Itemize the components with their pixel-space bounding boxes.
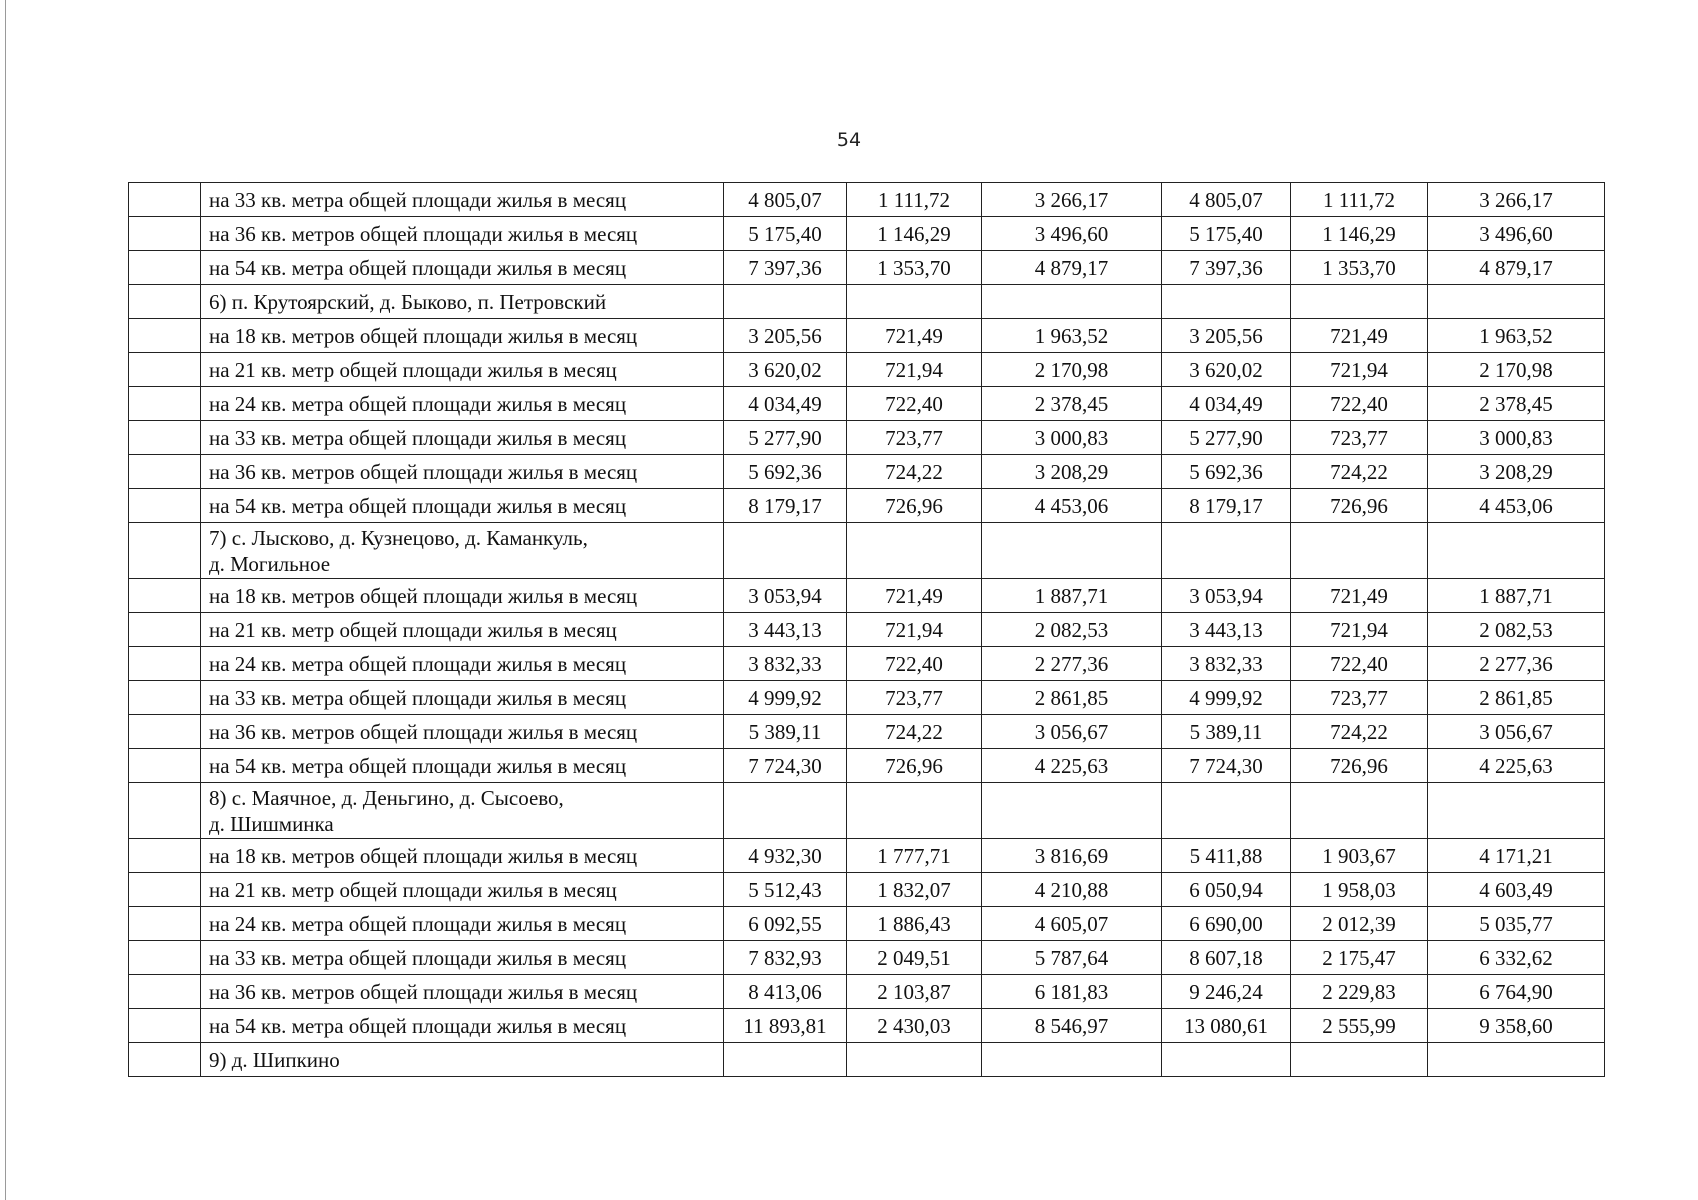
row-number-cell bbox=[129, 319, 201, 353]
table-row bbox=[129, 251, 1605, 285]
value-cell: 2 430,03 bbox=[847, 1009, 982, 1043]
value-cell: 5 692,36 bbox=[1162, 455, 1291, 489]
page-left-edge bbox=[5, 0, 6, 1200]
row-label: на 21 кв. метр общей площади жилья в месяц bbox=[201, 873, 724, 907]
value-cell: 1 777,71 bbox=[847, 839, 982, 873]
value-cell: 721,49 bbox=[1291, 579, 1428, 613]
value-cell: 726,96 bbox=[847, 749, 982, 783]
table-row bbox=[129, 907, 1605, 941]
value-cell: 5 787,64 bbox=[982, 941, 1162, 975]
row-label: на 54 кв. метра общей площади жилья в месяц bbox=[201, 251, 724, 285]
row-number-cell bbox=[129, 387, 201, 421]
value-cell: 4 034,49 bbox=[724, 387, 847, 421]
section-header-row bbox=[129, 285, 1605, 319]
value-cell: 6 050,94 bbox=[1162, 873, 1291, 907]
row-number-cell bbox=[129, 907, 201, 941]
empty-cell bbox=[847, 1043, 982, 1077]
value-cell: 11 893,81 bbox=[724, 1009, 847, 1043]
value-cell: 721,94 bbox=[1291, 613, 1428, 647]
value-cell: 3 053,94 bbox=[1162, 579, 1291, 613]
value-cell: 1 887,71 bbox=[1428, 579, 1605, 613]
row-number-cell bbox=[129, 749, 201, 783]
row-number-cell bbox=[129, 1043, 201, 1077]
value-cell: 2 277,36 bbox=[1428, 647, 1605, 681]
empty-cell bbox=[982, 783, 1162, 839]
page-number: 54 bbox=[836, 129, 862, 151]
value-cell: 4 453,06 bbox=[982, 489, 1162, 523]
row-number-cell bbox=[129, 975, 201, 1009]
table-row bbox=[129, 873, 1605, 907]
table-row bbox=[129, 183, 1605, 217]
table-row bbox=[129, 839, 1605, 873]
table-row bbox=[129, 941, 1605, 975]
row-label: на 33 кв. метра общей площади жилья в месяц bbox=[201, 421, 724, 455]
empty-cell bbox=[1428, 1043, 1605, 1077]
value-cell: 1 963,52 bbox=[1428, 319, 1605, 353]
row-label: на 24 кв. метра общей площади жилья в месяц bbox=[201, 387, 724, 421]
table-row bbox=[129, 489, 1605, 523]
value-cell: 13 080,61 bbox=[1162, 1009, 1291, 1043]
value-cell: 7 832,93 bbox=[724, 941, 847, 975]
empty-cell bbox=[1291, 523, 1428, 579]
value-cell: 2 012,39 bbox=[1291, 907, 1428, 941]
value-cell: 721,94 bbox=[847, 353, 982, 387]
empty-cell bbox=[1162, 285, 1291, 319]
row-number-cell bbox=[129, 783, 201, 839]
table-row bbox=[129, 1009, 1605, 1043]
empty-cell bbox=[1162, 783, 1291, 839]
value-cell: 721,94 bbox=[847, 613, 982, 647]
table-row bbox=[129, 749, 1605, 783]
value-cell: 3 816,69 bbox=[982, 839, 1162, 873]
value-cell: 5 175,40 bbox=[1162, 217, 1291, 251]
section-title-line: 8) с. Маячное, д. Деньгино, д. Сысоево, bbox=[209, 785, 564, 810]
value-cell: 721,94 bbox=[1291, 353, 1428, 387]
row-number-cell bbox=[129, 681, 201, 715]
row-number-cell bbox=[129, 285, 201, 319]
row-label: на 21 кв. метр общей площади жилья в месяц bbox=[201, 353, 724, 387]
value-cell: 722,40 bbox=[1291, 387, 1428, 421]
row-label: на 36 кв. метров общей площади жилья в месяц bbox=[201, 217, 724, 251]
row-number-cell bbox=[129, 353, 201, 387]
row-label: на 18 кв. метров общей площади жилья в месяц bbox=[201, 579, 724, 613]
row-number-cell bbox=[129, 873, 201, 907]
value-cell: 3 000,83 bbox=[1428, 421, 1605, 455]
value-cell: 722,40 bbox=[1291, 647, 1428, 681]
value-cell: 1 146,29 bbox=[1291, 217, 1428, 251]
value-cell: 5 277,90 bbox=[1162, 421, 1291, 455]
value-cell: 2 378,45 bbox=[982, 387, 1162, 421]
empty-cell bbox=[1428, 523, 1605, 579]
value-cell: 5 692,36 bbox=[724, 455, 847, 489]
row-label: на 24 кв. метра общей площади жилья в месяц bbox=[201, 647, 724, 681]
table-row bbox=[129, 387, 1605, 421]
value-cell: 724,22 bbox=[847, 455, 982, 489]
value-cell: 3 496,60 bbox=[1428, 217, 1605, 251]
value-cell: 2 082,53 bbox=[1428, 613, 1605, 647]
row-number-cell bbox=[129, 183, 201, 217]
value-cell: 721,49 bbox=[847, 319, 982, 353]
section-title-line: д. Шишминка bbox=[209, 811, 334, 836]
value-cell: 4 603,49 bbox=[1428, 873, 1605, 907]
value-cell: 3 443,13 bbox=[1162, 613, 1291, 647]
section-header-row bbox=[129, 783, 1605, 839]
row-label: на 36 кв. метров общей площади жилья в месяц bbox=[201, 715, 724, 749]
empty-cell bbox=[982, 523, 1162, 579]
value-cell: 5 175,40 bbox=[724, 217, 847, 251]
row-number-cell bbox=[129, 523, 201, 579]
value-cell: 5 389,11 bbox=[1162, 715, 1291, 749]
value-cell: 2 170,98 bbox=[1428, 353, 1605, 387]
empty-cell bbox=[847, 523, 982, 579]
empty-cell bbox=[847, 783, 982, 839]
value-cell: 2 049,51 bbox=[847, 941, 982, 975]
value-cell: 5 035,77 bbox=[1428, 907, 1605, 941]
value-cell: 6 181,83 bbox=[982, 975, 1162, 1009]
empty-cell bbox=[982, 285, 1162, 319]
value-cell: 4 805,07 bbox=[724, 183, 847, 217]
value-cell: 3 000,83 bbox=[982, 421, 1162, 455]
table-row bbox=[129, 579, 1605, 613]
empty-cell bbox=[724, 523, 847, 579]
section-title bbox=[201, 783, 724, 839]
value-cell: 722,40 bbox=[847, 387, 982, 421]
value-cell: 9 358,60 bbox=[1428, 1009, 1605, 1043]
value-cell: 2 082,53 bbox=[982, 613, 1162, 647]
value-cell: 8 546,97 bbox=[982, 1009, 1162, 1043]
value-cell: 724,22 bbox=[847, 715, 982, 749]
table-row bbox=[129, 647, 1605, 681]
table-row bbox=[129, 613, 1605, 647]
row-label: на 33 кв. метра общей площади жилья в месяц bbox=[201, 941, 724, 975]
section-title bbox=[201, 285, 724, 319]
value-cell: 1 111,72 bbox=[1291, 183, 1428, 217]
tariff-table bbox=[128, 182, 1605, 1077]
empty-cell bbox=[724, 285, 847, 319]
value-cell: 5 277,90 bbox=[724, 421, 847, 455]
empty-cell bbox=[1291, 783, 1428, 839]
table-row bbox=[129, 319, 1605, 353]
row-label: на 24 кв. метра общей площади жилья в месяц bbox=[201, 907, 724, 941]
value-cell: 7 397,36 bbox=[1162, 251, 1291, 285]
value-cell: 3 832,33 bbox=[724, 647, 847, 681]
value-cell: 3 208,29 bbox=[1428, 455, 1605, 489]
value-cell: 724,22 bbox=[1291, 715, 1428, 749]
value-cell: 4 605,07 bbox=[982, 907, 1162, 941]
table-row bbox=[129, 715, 1605, 749]
value-cell: 3 056,67 bbox=[1428, 715, 1605, 749]
value-cell: 3 053,94 bbox=[724, 579, 847, 613]
row-number-cell bbox=[129, 579, 201, 613]
row-number-cell bbox=[129, 647, 201, 681]
value-cell: 6 092,55 bbox=[724, 907, 847, 941]
value-cell: 3 205,56 bbox=[724, 319, 847, 353]
value-cell: 1 963,52 bbox=[982, 319, 1162, 353]
empty-cell bbox=[1162, 523, 1291, 579]
value-cell: 723,77 bbox=[1291, 681, 1428, 715]
row-number-cell bbox=[129, 941, 201, 975]
value-cell: 7 724,30 bbox=[1162, 749, 1291, 783]
value-cell: 4 999,92 bbox=[1162, 681, 1291, 715]
empty-cell bbox=[982, 1043, 1162, 1077]
table-row bbox=[129, 217, 1605, 251]
row-number-cell bbox=[129, 489, 201, 523]
section-title bbox=[201, 523, 724, 579]
value-cell: 6 764,90 bbox=[1428, 975, 1605, 1009]
value-cell: 1 353,70 bbox=[1291, 251, 1428, 285]
value-cell: 1 111,72 bbox=[847, 183, 982, 217]
value-cell: 726,96 bbox=[847, 489, 982, 523]
value-cell: 4 453,06 bbox=[1428, 489, 1605, 523]
value-cell: 4 879,17 bbox=[982, 251, 1162, 285]
row-label: на 36 кв. метров общей площади жилья в месяц bbox=[201, 975, 724, 1009]
row-label: на 36 кв. метров общей площади жилья в месяц bbox=[201, 455, 724, 489]
value-cell: 2 229,83 bbox=[1291, 975, 1428, 1009]
value-cell: 723,77 bbox=[847, 421, 982, 455]
row-label: на 33 кв. метра общей площади жилья в месяц bbox=[201, 681, 724, 715]
section-title-line: 6) п. Крутоярский, д. Быково, п. Петровский bbox=[209, 289, 607, 314]
table-row bbox=[129, 975, 1605, 1009]
value-cell: 8 179,17 bbox=[724, 489, 847, 523]
empty-cell bbox=[847, 285, 982, 319]
value-cell: 2 277,36 bbox=[982, 647, 1162, 681]
empty-cell bbox=[1162, 1043, 1291, 1077]
value-cell: 2 103,87 bbox=[847, 975, 982, 1009]
row-label: на 21 кв. метр общей площади жилья в месяц bbox=[201, 613, 724, 647]
value-cell: 721,49 bbox=[847, 579, 982, 613]
empty-cell bbox=[1291, 285, 1428, 319]
value-cell: 4 932,30 bbox=[724, 839, 847, 873]
value-cell: 4 225,63 bbox=[982, 749, 1162, 783]
value-cell: 2 861,85 bbox=[1428, 681, 1605, 715]
row-label: на 54 кв. метра общей площади жилья в месяц bbox=[201, 1009, 724, 1043]
value-cell: 3 266,17 bbox=[1428, 183, 1605, 217]
section-title-line: 9) д. Шипкино bbox=[209, 1047, 340, 1072]
value-cell: 722,40 bbox=[847, 647, 982, 681]
row-number-cell bbox=[129, 613, 201, 647]
value-cell: 4 999,92 bbox=[724, 681, 847, 715]
table-row bbox=[129, 681, 1605, 715]
table-row bbox=[129, 353, 1605, 387]
value-cell: 3 056,67 bbox=[982, 715, 1162, 749]
value-cell: 2 175,47 bbox=[1291, 941, 1428, 975]
row-label: на 18 кв. метров общей площади жилья в месяц bbox=[201, 839, 724, 873]
row-label: на 54 кв. метра общей площади жилья в месяц bbox=[201, 489, 724, 523]
value-cell: 721,49 bbox=[1291, 319, 1428, 353]
value-cell: 1 903,67 bbox=[1291, 839, 1428, 873]
table-row bbox=[129, 421, 1605, 455]
value-cell: 724,22 bbox=[1291, 455, 1428, 489]
value-cell: 5 512,43 bbox=[724, 873, 847, 907]
value-cell: 4 210,88 bbox=[982, 873, 1162, 907]
value-cell: 723,77 bbox=[847, 681, 982, 715]
row-number-cell bbox=[129, 251, 201, 285]
value-cell: 8 607,18 bbox=[1162, 941, 1291, 975]
value-cell: 2 861,85 bbox=[982, 681, 1162, 715]
value-cell: 8 413,06 bbox=[724, 975, 847, 1009]
row-number-cell bbox=[129, 455, 201, 489]
value-cell: 5 411,88 bbox=[1162, 839, 1291, 873]
section-title-line: д. Могильное bbox=[209, 551, 331, 576]
value-cell: 2 170,98 bbox=[982, 353, 1162, 387]
value-cell: 4 171,21 bbox=[1428, 839, 1605, 873]
section-title-line: 7) с. Лысково, д. Кузнецово, д. Каманкуль, bbox=[209, 525, 588, 550]
value-cell: 4 034,49 bbox=[1162, 387, 1291, 421]
empty-cell bbox=[1291, 1043, 1428, 1077]
empty-cell bbox=[724, 783, 847, 839]
value-cell: 1 887,71 bbox=[982, 579, 1162, 613]
table-row bbox=[129, 455, 1605, 489]
empty-cell bbox=[724, 1043, 847, 1077]
value-cell: 7 397,36 bbox=[724, 251, 847, 285]
row-label: на 18 кв. метров общей площади жилья в месяц bbox=[201, 319, 724, 353]
row-number-cell bbox=[129, 217, 201, 251]
value-cell: 1 832,07 bbox=[847, 873, 982, 907]
section-header-row bbox=[129, 1043, 1605, 1077]
section-title bbox=[201, 1043, 724, 1077]
tariff-table-body bbox=[129, 183, 1605, 1077]
value-cell: 1 886,43 bbox=[847, 907, 982, 941]
value-cell: 4 225,63 bbox=[1428, 749, 1605, 783]
value-cell: 6 690,00 bbox=[1162, 907, 1291, 941]
value-cell: 5 389,11 bbox=[724, 715, 847, 749]
value-cell: 3 832,33 bbox=[1162, 647, 1291, 681]
value-cell: 1 958,03 bbox=[1291, 873, 1428, 907]
value-cell: 726,96 bbox=[1291, 749, 1428, 783]
value-cell: 8 179,17 bbox=[1162, 489, 1291, 523]
row-number-cell bbox=[129, 421, 201, 455]
value-cell: 7 724,30 bbox=[724, 749, 847, 783]
row-label: на 54 кв. метра общей площади жилья в месяц bbox=[201, 749, 724, 783]
section-header-row bbox=[129, 523, 1605, 579]
value-cell: 2 378,45 bbox=[1428, 387, 1605, 421]
value-cell: 3 496,60 bbox=[982, 217, 1162, 251]
row-label: на 33 кв. метра общей площади жилья в месяц bbox=[201, 183, 724, 217]
value-cell: 3 266,17 bbox=[982, 183, 1162, 217]
value-cell: 4 805,07 bbox=[1162, 183, 1291, 217]
row-number-cell bbox=[129, 715, 201, 749]
value-cell: 3 208,29 bbox=[982, 455, 1162, 489]
value-cell: 723,77 bbox=[1291, 421, 1428, 455]
value-cell: 3 620,02 bbox=[724, 353, 847, 387]
value-cell: 9 246,24 bbox=[1162, 975, 1291, 1009]
value-cell: 4 879,17 bbox=[1428, 251, 1605, 285]
value-cell: 3 205,56 bbox=[1162, 319, 1291, 353]
value-cell: 2 555,99 bbox=[1291, 1009, 1428, 1043]
value-cell: 6 332,62 bbox=[1428, 941, 1605, 975]
value-cell: 1 353,70 bbox=[847, 251, 982, 285]
value-cell: 1 146,29 bbox=[847, 217, 982, 251]
empty-cell bbox=[1428, 783, 1605, 839]
empty-cell bbox=[1428, 285, 1605, 319]
value-cell: 726,96 bbox=[1291, 489, 1428, 523]
row-number-cell bbox=[129, 839, 201, 873]
value-cell: 3 443,13 bbox=[724, 613, 847, 647]
row-number-cell bbox=[129, 1009, 201, 1043]
value-cell: 3 620,02 bbox=[1162, 353, 1291, 387]
